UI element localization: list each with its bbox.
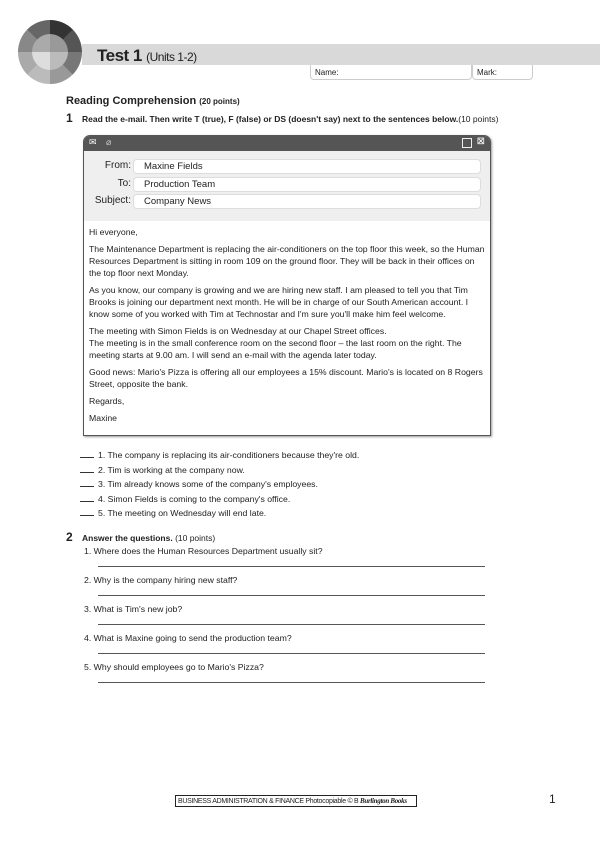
maximize-icon[interactable]	[462, 138, 472, 148]
statement: 3. Tim already knows some of the company's employees.	[80, 479, 318, 489]
question: 5. Why should employees go to Mario's Pizza?	[84, 662, 264, 672]
paragraph: The meeting with Simon Fields is on Wednesday at our Chapel Street offices.	[89, 326, 387, 336]
signature: Maxine	[89, 413, 118, 423]
statement: 1. The company is replacing its air-conditioners because they're old.	[80, 450, 359, 460]
paragraph: Good news: Mario's Pizza is offering all our employees a 15% discount. Mario's is located on 8 Rogers Street, opposite the bank.	[89, 367, 483, 389]
email-titlebar	[84, 136, 490, 151]
exercise-number: 2	[66, 530, 73, 544]
answer-line[interactable]	[98, 566, 485, 567]
exercise-number: 1	[66, 111, 73, 125]
name-field[interactable]	[310, 65, 472, 80]
close-icon[interactable]: ⊠	[476, 136, 485, 147]
exercise-instruction: Read the e-mail. Then write T (true), F (false) or DS (doesn't say) next to the sentences below.(10 points)	[82, 114, 499, 124]
email-header	[84, 151, 490, 221]
answer-blank[interactable]	[80, 486, 94, 487]
test-logo	[18, 20, 82, 84]
footer-copyright: BUSINESS ADMINISTRATION & FINANCE Photocopiable © B Burlington Books	[175, 795, 417, 807]
to-field[interactable]: Production Team	[133, 177, 481, 192]
answer-blank[interactable]	[80, 472, 94, 473]
answer-line[interactable]	[98, 682, 485, 683]
from-label: From:	[104, 160, 131, 171]
question: 2. Why is the company hiring new staff?	[84, 575, 238, 585]
greeting: Hi everyone,	[89, 227, 138, 237]
subject-label: Subject:	[94, 195, 131, 206]
exercise-instruction: Answer the questions. (10 points)	[82, 533, 216, 543]
answer-line[interactable]	[98, 653, 485, 654]
name-label: Name:	[315, 68, 339, 77]
answer-blank[interactable]	[80, 515, 94, 516]
subject-field[interactable]: Company News	[133, 194, 481, 209]
answer-line[interactable]	[98, 595, 485, 596]
closing: Regards,	[89, 396, 125, 406]
mark-field[interactable]	[472, 65, 533, 80]
answer-blank[interactable]	[80, 457, 94, 458]
answer-blank[interactable]	[80, 501, 94, 502]
question: 3. What is Tim's new job?	[84, 604, 183, 614]
statement: 4. Simon Fields is coming to the company's office.	[80, 494, 290, 504]
page-number: 1	[549, 792, 556, 806]
mark-label: Mark:	[477, 68, 497, 77]
statement: 5. The meeting on Wednesday will end late.	[80, 508, 266, 518]
page-title: Test 1 (Units 1-2)	[97, 46, 197, 65]
question: 4. What is Maxine going to send the production team?	[84, 633, 292, 643]
section-heading: Reading Comprehension (20 points)	[66, 95, 240, 107]
paragraph: As you know, our company is growing and we are hiring new staff. I am pleased to tell you that Tim Brooks is joining our department next month. He will be in charge of our South American account. I know some of you worked with Tim at Technostar and I'm sure you'll make him feel welcome.	[89, 285, 469, 319]
statement: 2. Tim is working at the company now.	[80, 465, 245, 475]
question: 1. Where does the Human Resources Department usually sit?	[84, 546, 323, 556]
paragraph: The Maintenance Department is replacing the air-conditioners on the top floor this week, so the Human Resources Department is sitting in room 109 on the ground floor. They will be back in their offices on the top floor next Monday.	[89, 244, 485, 278]
paragraph: The meeting is in the small conference room on the second floor – the last room on the right. The meeting starts at 9.00 am. I will send an e-mail with the agenda later today.	[89, 338, 462, 360]
answer-line[interactable]	[98, 624, 485, 625]
paperclip-icon: ⌀	[106, 137, 112, 147]
envelope-icon: ✉	[89, 137, 97, 147]
from-field[interactable]: Maxine Fields	[133, 159, 481, 174]
email-window	[83, 135, 491, 436]
email-body	[84, 221, 490, 434]
to-label: To:	[117, 178, 131, 189]
